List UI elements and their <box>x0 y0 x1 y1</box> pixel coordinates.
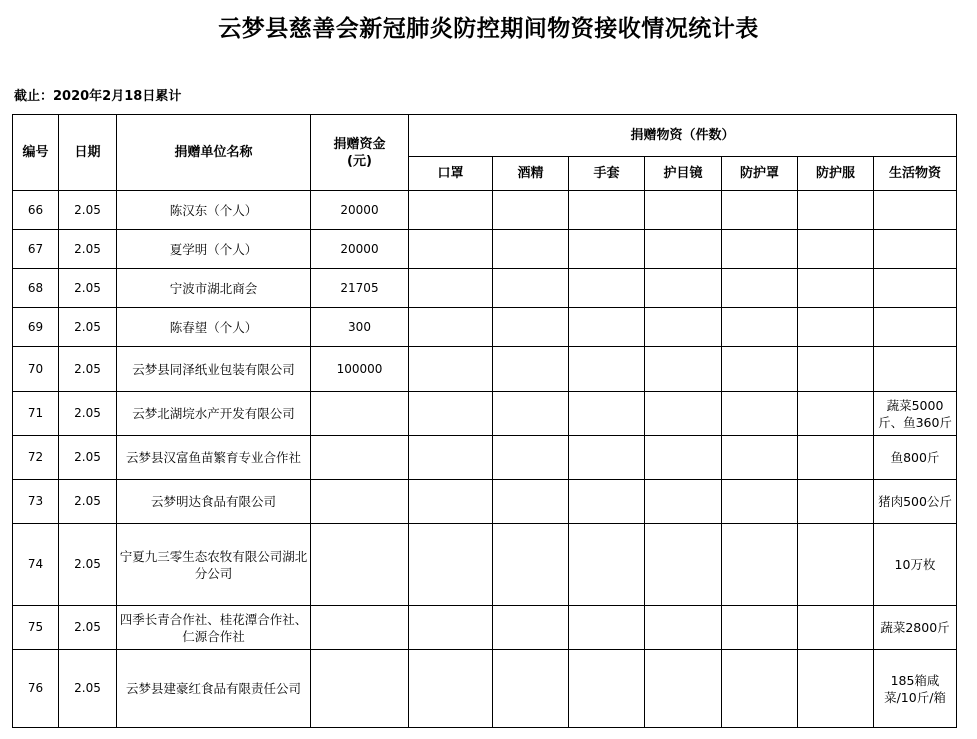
row-alcohol <box>493 191 569 230</box>
row-alcohol <box>493 436 569 480</box>
row-unit: 云梦县同泽纸业包装有限公司 <box>117 347 311 392</box>
table-row <box>13 269 957 308</box>
row-goggles <box>645 269 722 308</box>
row-no: 75 <box>13 606 59 650</box>
header-funds-line1: 捐赠资金 <box>333 136 386 152</box>
header-alcohol: 酒精 <box>493 157 569 191</box>
row-living: 猪肉500公斤 <box>874 480 957 524</box>
row-living: 蔬菜2800斤 <box>874 606 957 650</box>
row-alcohol <box>493 269 569 308</box>
row-funds <box>311 480 409 524</box>
row-alcohol <box>493 480 569 524</box>
row-goggles <box>645 480 722 524</box>
header-date: 日期 <box>59 115 117 191</box>
table-row <box>13 230 957 269</box>
row-gloves <box>569 480 645 524</box>
row-suit <box>798 347 874 392</box>
row-alcohol <box>493 650 569 728</box>
row-mask <box>409 650 493 728</box>
header-funds-line2: (元) <box>347 153 372 169</box>
row-mask <box>409 347 493 392</box>
row-gloves <box>569 269 645 308</box>
row-face-shield <box>722 436 798 480</box>
row-goggles <box>645 524 722 606</box>
row-alcohol <box>493 308 569 347</box>
row-unit: 夏学明（个人） <box>117 230 311 269</box>
table-row <box>13 524 957 606</box>
table-row <box>13 436 957 480</box>
row-date: 2.05 <box>59 191 117 230</box>
row-face-shield <box>722 392 798 436</box>
table-row <box>13 606 957 650</box>
row-funds <box>311 392 409 436</box>
row-face-shield <box>722 524 798 606</box>
row-living <box>874 347 957 392</box>
row-alcohol <box>493 524 569 606</box>
row-unit: 四季长青合作社、桂花潭合作社、仁源合作社 <box>117 606 311 650</box>
row-date: 2.05 <box>59 308 117 347</box>
row-gloves <box>569 347 645 392</box>
row-alcohol <box>493 392 569 436</box>
page-title: 云梦县慈善会新冠肺炎防控期间物资接收情况统计表 <box>218 16 759 42</box>
row-date: 2.05 <box>59 436 117 480</box>
row-unit: 云梦北湖垸水产开发有限公司 <box>117 392 311 436</box>
row-suit <box>798 480 874 524</box>
row-gloves <box>569 308 645 347</box>
row-no: 71 <box>13 392 59 436</box>
row-suit <box>798 392 874 436</box>
row-unit: 云梦明达食品有限公司 <box>117 480 311 524</box>
row-unit: 宁夏九三零生态农牧有限公司湖北分公司 <box>117 524 311 606</box>
row-funds: 20000 <box>311 230 409 269</box>
row-date: 2.05 <box>59 606 117 650</box>
row-face-shield <box>722 347 798 392</box>
row-date: 2.05 <box>59 650 117 728</box>
table-row <box>13 308 957 347</box>
row-living <box>874 230 957 269</box>
row-gloves <box>569 392 645 436</box>
row-goggles <box>645 392 722 436</box>
row-suit <box>798 606 874 650</box>
row-gloves <box>569 230 645 269</box>
row-funds <box>311 524 409 606</box>
row-goggles <box>645 436 722 480</box>
row-funds: 20000 <box>311 191 409 230</box>
row-funds <box>311 606 409 650</box>
row-unit: 云梦县汉富鱼苗繁育专业合作社 <box>117 436 311 480</box>
row-face-shield <box>722 480 798 524</box>
row-no: 72 <box>13 436 59 480</box>
header-materials: 捐赠物资（件数） <box>409 115 957 157</box>
row-face-shield <box>722 191 798 230</box>
header-unit: 捐赠单位名称 <box>117 115 311 191</box>
row-mask <box>409 480 493 524</box>
row-no: 74 <box>13 524 59 606</box>
row-goggles <box>645 650 722 728</box>
header-mask: 口罩 <box>409 157 493 191</box>
row-mask <box>409 191 493 230</box>
row-suit <box>798 524 874 606</box>
row-no: 69 <box>13 308 59 347</box>
row-living: 蔬菜5000斤、鱼360斤 <box>874 392 957 436</box>
row-date: 2.05 <box>59 392 117 436</box>
row-mask <box>409 308 493 347</box>
header-suit: 防护服 <box>798 157 874 191</box>
row-living: 10万枚 <box>874 524 957 606</box>
row-no: 76 <box>13 650 59 728</box>
row-gloves <box>569 650 645 728</box>
row-goggles <box>645 191 722 230</box>
row-date: 2.05 <box>59 524 117 606</box>
row-no: 67 <box>13 230 59 269</box>
row-mask <box>409 606 493 650</box>
row-mask <box>409 436 493 480</box>
table-row <box>13 650 957 728</box>
row-alcohol <box>493 230 569 269</box>
row-mask <box>409 269 493 308</box>
row-date: 2.05 <box>59 480 117 524</box>
row-goggles <box>645 347 722 392</box>
row-no: 68 <box>13 269 59 308</box>
row-suit <box>798 230 874 269</box>
table-row <box>13 347 957 392</box>
row-no: 70 <box>13 347 59 392</box>
row-mask <box>409 230 493 269</box>
row-gloves <box>569 191 645 230</box>
row-date: 2.05 <box>59 347 117 392</box>
row-funds: 300 <box>311 308 409 347</box>
row-unit: 陈汉东（个人） <box>117 191 311 230</box>
row-living <box>874 308 957 347</box>
row-gloves <box>569 524 645 606</box>
row-unit: 宁波市湖北商会 <box>117 269 311 308</box>
row-living: 185箱咸菜/10斤/箱 <box>874 650 957 728</box>
row-suit <box>798 650 874 728</box>
row-suit <box>798 308 874 347</box>
row-face-shield <box>722 269 798 308</box>
header-goggles: 护目镜 <box>645 157 722 191</box>
table-row <box>13 480 957 524</box>
row-no: 73 <box>13 480 59 524</box>
row-date: 2.05 <box>59 269 117 308</box>
table-row <box>13 191 957 230</box>
cutoff-date: 截止：2020年2月18日累计 <box>14 89 182 104</box>
row-face-shield <box>722 650 798 728</box>
row-living <box>874 269 957 308</box>
row-gloves <box>569 436 645 480</box>
row-unit: 云梦县建豪红食品有限责任公司 <box>117 650 311 728</box>
row-face-shield <box>722 308 798 347</box>
row-funds <box>311 650 409 728</box>
row-gloves <box>569 606 645 650</box>
row-suit <box>798 436 874 480</box>
row-no: 66 <box>13 191 59 230</box>
row-living <box>874 191 957 230</box>
row-face-shield <box>722 606 798 650</box>
row-goggles <box>645 308 722 347</box>
row-mask <box>409 392 493 436</box>
donation-table <box>12 114 957 728</box>
header-living: 生活物资 <box>874 157 957 191</box>
row-goggles <box>645 606 722 650</box>
header-gloves: 手套 <box>569 157 645 191</box>
row-date: 2.05 <box>59 230 117 269</box>
header-no: 编号 <box>13 115 59 191</box>
table-row <box>13 392 957 436</box>
header-face-shield: 防护罩 <box>722 157 798 191</box>
header-funds <box>311 115 409 191</box>
row-funds: 21705 <box>311 269 409 308</box>
row-mask <box>409 524 493 606</box>
row-funds <box>311 436 409 480</box>
row-face-shield <box>722 230 798 269</box>
row-suit <box>798 269 874 308</box>
row-funds: 100000 <box>311 347 409 392</box>
row-goggles <box>645 230 722 269</box>
row-suit <box>798 191 874 230</box>
row-unit: 陈春望（个人） <box>117 308 311 347</box>
row-living: 鱼800斤 <box>874 436 957 480</box>
row-alcohol <box>493 347 569 392</box>
row-alcohol <box>493 606 569 650</box>
